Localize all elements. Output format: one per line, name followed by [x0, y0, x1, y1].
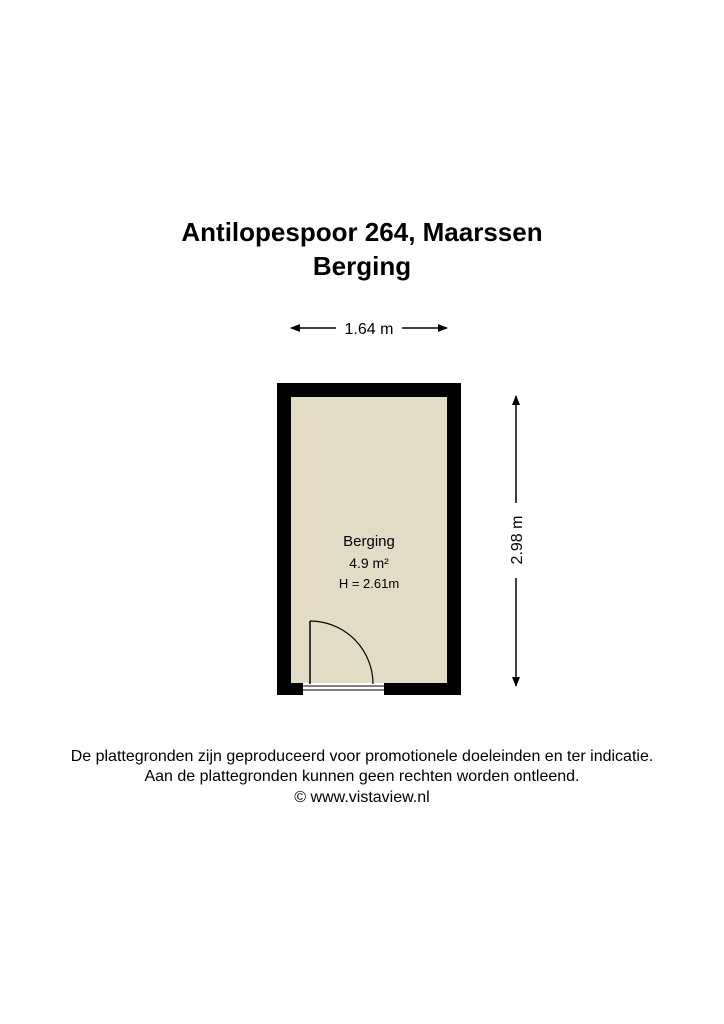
- wall-left: [277, 383, 291, 695]
- width-dimension: [291, 321, 447, 338]
- page-subtitle: Berging: [312, 251, 412, 281]
- wall-bottom-right: [384, 683, 461, 695]
- wall-right: [447, 383, 461, 695]
- room-area: 4.9 m²: [349, 555, 389, 571]
- disclaimer-line-1: De plattegronden zijn geproduceerd voor promotionele doeleinden en ter indicatie.: [70, 748, 654, 765]
- disclaimer-line-2: Aan de plattegronden kunnen geen rechten worden ontleend.: [144, 768, 580, 785]
- wall-bottom-left: [277, 683, 303, 695]
- room-name: Berging: [343, 533, 395, 550]
- height-label: 2.98 m: [509, 515, 526, 565]
- room-height: H = 2.61m: [338, 576, 400, 591]
- copyright-link[interactable]: © www.vistaview.nl: [294, 789, 430, 806]
- height-dimension: [509, 396, 526, 686]
- width-label: 1.64 m: [344, 321, 394, 338]
- door-opening: [303, 683, 384, 695]
- wall-top: [277, 383, 461, 397]
- page-title: Antilopespoor 264, Maarssen: [181, 217, 543, 247]
